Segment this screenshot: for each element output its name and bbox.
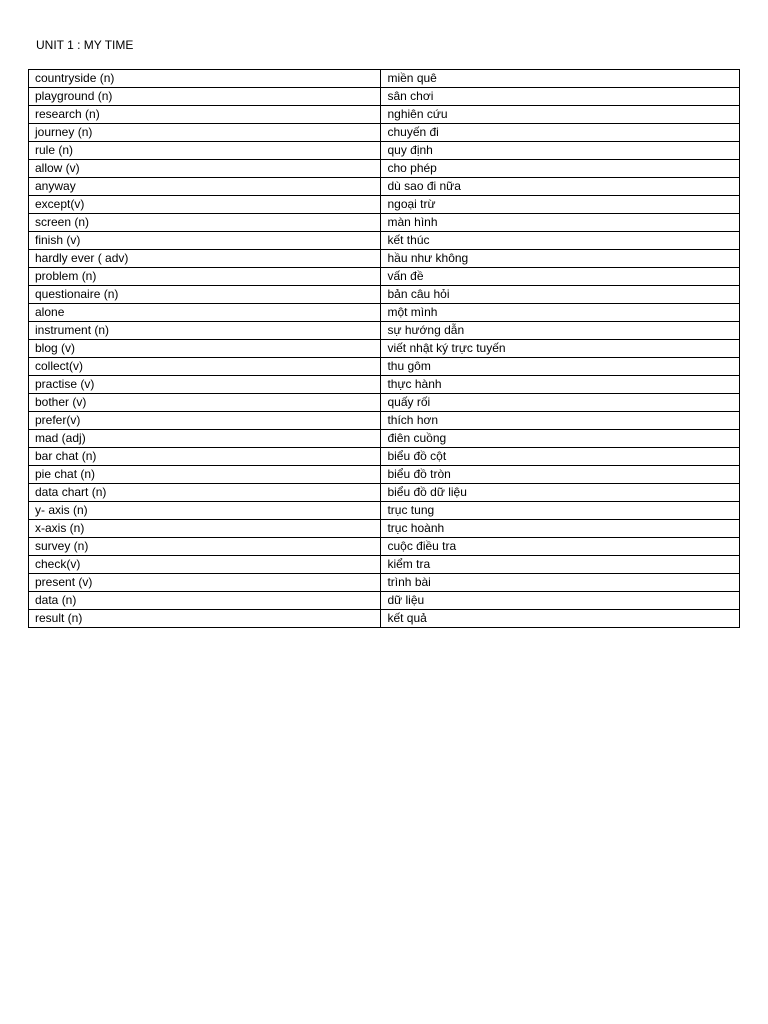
- table-row: [29, 70, 740, 88]
- table-row: [29, 466, 740, 484]
- english-term-cell: collect(v): [29, 358, 381, 376]
- english-term-cell: data (n): [29, 592, 381, 610]
- table-row: [29, 520, 740, 538]
- english-term-cell: present (v): [29, 574, 381, 592]
- vietnamese-meaning-cell: chuyến đi: [381, 124, 740, 142]
- table-row: [29, 106, 740, 124]
- vietnamese-meaning-cell: thích hơn: [381, 412, 740, 430]
- table-row: [29, 556, 740, 574]
- vietnamese-meaning-cell: thu gôm: [381, 358, 740, 376]
- table-row: [29, 484, 740, 502]
- table-row: [29, 214, 740, 232]
- english-term-cell: playground (n): [29, 88, 381, 106]
- english-term-cell: hardly ever ( adv): [29, 250, 381, 268]
- table-row: [29, 394, 740, 412]
- table-row: [29, 358, 740, 376]
- table-row: [29, 304, 740, 322]
- english-term-cell: rule (n): [29, 142, 381, 160]
- vietnamese-meaning-cell: hầu như không: [381, 250, 740, 268]
- english-term-cell: pie chat (n): [29, 466, 381, 484]
- vietnamese-meaning-cell: biểu đồ tròn: [381, 466, 740, 484]
- table-row: [29, 412, 740, 430]
- table-row: [29, 286, 740, 304]
- english-term-cell: blog (v): [29, 340, 381, 358]
- english-term-cell: prefer(v): [29, 412, 381, 430]
- table-row: [29, 592, 740, 610]
- english-term-cell: except(v): [29, 196, 381, 214]
- english-term-cell: mad (adj): [29, 430, 381, 448]
- vietnamese-meaning-cell: dữ liệu: [381, 592, 740, 610]
- page-title: UNIT 1 : MY TIME: [36, 38, 134, 52]
- vietnamese-meaning-cell: trục hoành: [381, 520, 740, 538]
- english-term-cell: screen (n): [29, 214, 381, 232]
- english-term-cell: journey (n): [29, 124, 381, 142]
- vietnamese-meaning-cell: trục tung: [381, 502, 740, 520]
- english-term-cell: countryside (n): [29, 70, 381, 88]
- table-row: [29, 340, 740, 358]
- english-term-cell: check(v): [29, 556, 381, 574]
- table-row: [29, 250, 740, 268]
- english-term-cell: problem (n): [29, 268, 381, 286]
- vietnamese-meaning-cell: nghiên cứu: [381, 106, 740, 124]
- table-row: [29, 376, 740, 394]
- english-term-cell: questionaire (n): [29, 286, 381, 304]
- english-term-cell: finish (v): [29, 232, 381, 250]
- english-term-cell: alone: [29, 304, 381, 322]
- table-row: [29, 178, 740, 196]
- vietnamese-meaning-cell: viết nhật ký trực tuyến: [381, 340, 740, 358]
- vietnamese-meaning-cell: biểu đồ dữ liệu: [381, 484, 740, 502]
- vietnamese-meaning-cell: cho phép: [381, 160, 740, 178]
- english-term-cell: practise (v): [29, 376, 381, 394]
- table-row: [29, 322, 740, 340]
- table-row: [29, 448, 740, 466]
- english-term-cell: bar chat (n): [29, 448, 381, 466]
- english-term-cell: instrument (n): [29, 322, 381, 340]
- vietnamese-meaning-cell: màn hình: [381, 214, 740, 232]
- vietnamese-meaning-cell: miền quê: [381, 70, 740, 88]
- english-term-cell: anyway: [29, 178, 381, 196]
- english-term-cell: data chart (n): [29, 484, 381, 502]
- english-term-cell: research (n): [29, 106, 381, 124]
- english-term-cell: result (n): [29, 610, 381, 628]
- vietnamese-meaning-cell: quy định: [381, 142, 740, 160]
- vietnamese-meaning-cell: sân chơi: [381, 88, 740, 106]
- vietnamese-meaning-cell: quấy rối: [381, 394, 740, 412]
- english-term-cell: bother (v): [29, 394, 381, 412]
- vietnamese-meaning-cell: thực hành: [381, 376, 740, 394]
- english-term-cell: y- axis (n): [29, 502, 381, 520]
- table-row: [29, 574, 740, 592]
- english-term-cell: x-axis (n): [29, 520, 381, 538]
- table-row: [29, 88, 740, 106]
- vietnamese-meaning-cell: kết quả: [381, 610, 740, 628]
- vietnamese-meaning-cell: kiểm tra: [381, 556, 740, 574]
- table-row: [29, 232, 740, 250]
- vietnamese-meaning-cell: kết thúc: [381, 232, 740, 250]
- table-row: [29, 160, 740, 178]
- vietnamese-meaning-cell: cuộc điều tra: [381, 538, 740, 556]
- vietnamese-meaning-cell: một mình: [381, 304, 740, 322]
- vocabulary-table-body: [29, 70, 740, 628]
- table-row: [29, 268, 740, 286]
- table-row: [29, 430, 740, 448]
- vocabulary-table: [28, 69, 740, 628]
- vietnamese-meaning-cell: sự hướng dẫn: [381, 322, 740, 340]
- vietnamese-meaning-cell: ngoại trừ: [381, 196, 740, 214]
- table-row: [29, 196, 740, 214]
- vietnamese-meaning-cell: biểu đồ cột: [381, 448, 740, 466]
- vietnamese-meaning-cell: dù sao đi nữa: [381, 178, 740, 196]
- vietnamese-meaning-cell: vấn đề: [381, 268, 740, 286]
- table-row: [29, 610, 740, 628]
- table-row: [29, 538, 740, 556]
- english-term-cell: survey (n): [29, 538, 381, 556]
- vietnamese-meaning-cell: trình bài: [381, 574, 740, 592]
- table-row: [29, 502, 740, 520]
- english-term-cell: allow (v): [29, 160, 381, 178]
- table-row: [29, 124, 740, 142]
- table-row: [29, 142, 740, 160]
- vietnamese-meaning-cell: bản câu hỏi: [381, 286, 740, 304]
- vietnamese-meaning-cell: điên cuồng: [381, 430, 740, 448]
